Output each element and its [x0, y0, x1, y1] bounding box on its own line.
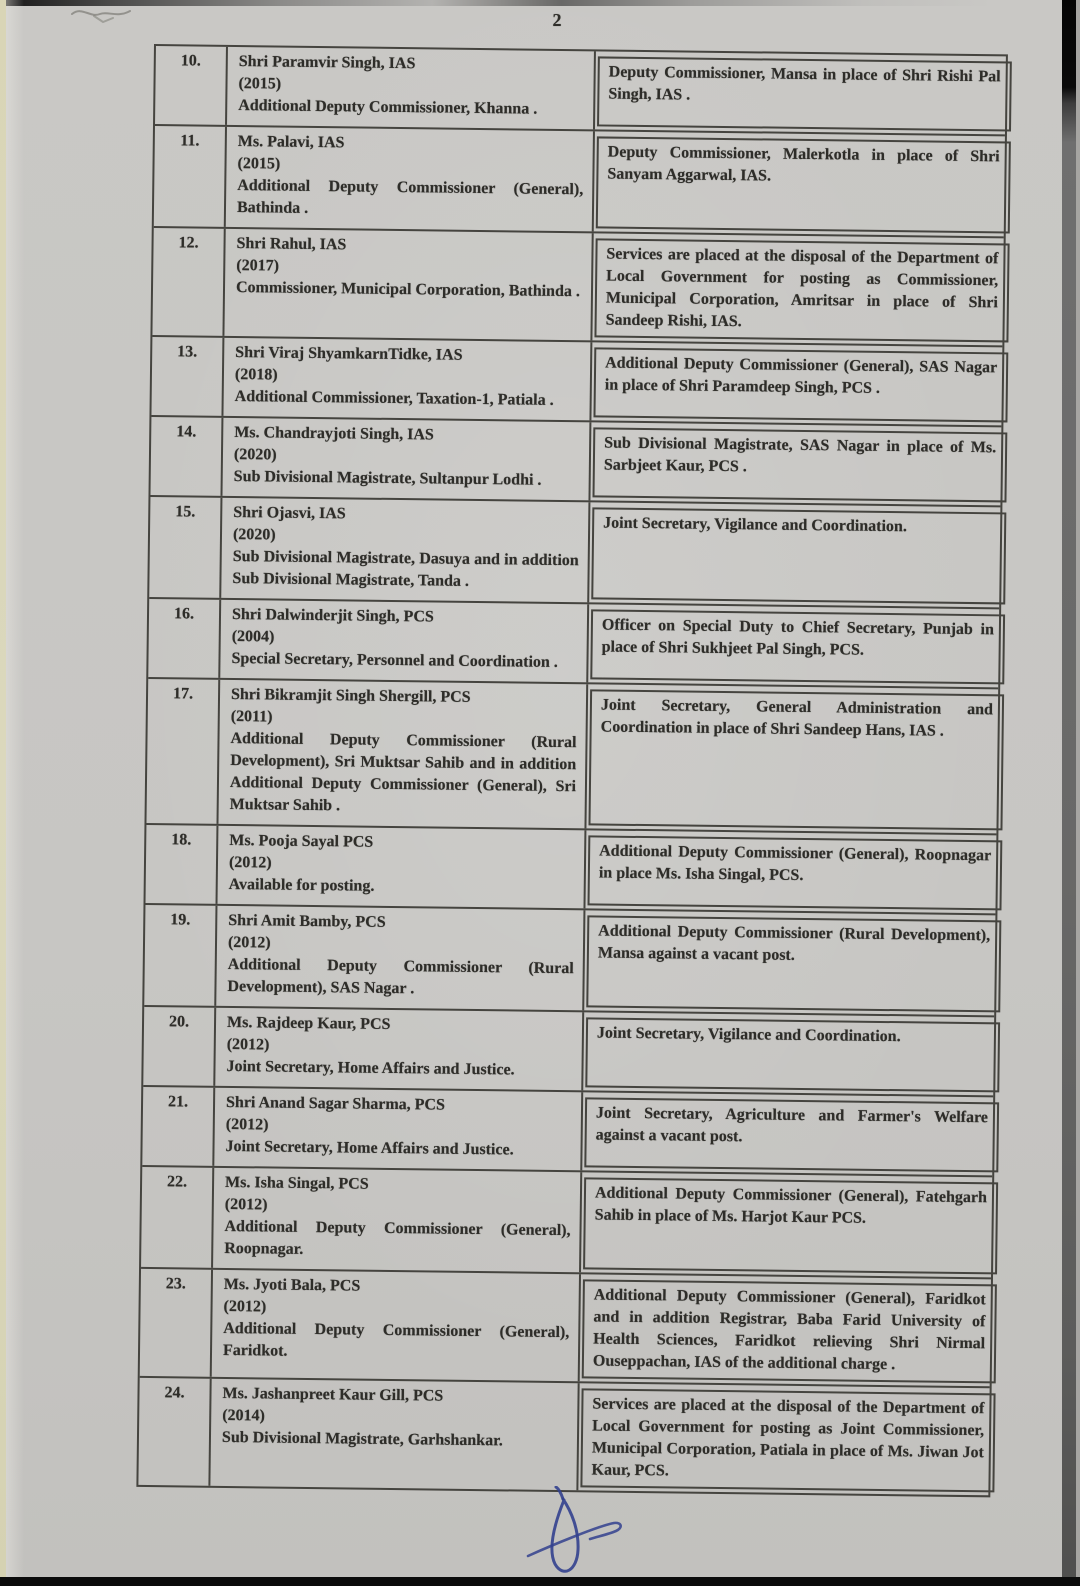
new-posting-cell: [581, 1172, 992, 1277]
serial-number: 24.: [138, 1378, 211, 1486]
officer-details-cell: [227, 47, 596, 129]
table-row: [143, 1007, 994, 1097]
officer-current-posting: Sub Divisional Magistrate, Garhshankar.: [221, 1428, 503, 1450]
officer-name: Shri Anand Sagar Sharma, PCS: [225, 1093, 446, 1114]
new-posting-cell: [589, 502, 1000, 607]
officer-name: Shri Bikramjit Singh Shergill, PCS: [230, 685, 471, 706]
officer-batch-year: (2014): [222, 1406, 266, 1425]
new-posting-text: Additional Deputy Commissioner (General), SAS Nagar in place of Shri Paramdeep Singh, PCS .: [593, 347, 1008, 422]
officer-details-cell: [214, 1088, 583, 1170]
new-posting-cell: [583, 1012, 994, 1095]
serial-number: 12.: [152, 228, 225, 336]
new-posting-cell: [585, 830, 996, 913]
officer-name: Ms. Jyoti Bala, PCS: [223, 1275, 361, 1295]
officer-current-posting: Additional Deputy Commissioner (Rural Development), SAS Nagar .: [227, 955, 574, 998]
new-posting-text: Deputy Commissioner, Malerkotla in place of Shri Sanyam Aggarwal, IAS.: [596, 136, 1011, 233]
serial-number: 17.: [146, 679, 220, 824]
table-row: [154, 126, 1005, 238]
officer-details-cell: [212, 1270, 581, 1381]
officer-current-posting: Sub Divisional Magistrate, Dasuya and in addition Sub Divisional Magistrate, Tanda .: [232, 548, 579, 590]
officer-name: Shri Rahul, IAS: [236, 235, 347, 254]
new-posting-cell: [590, 422, 1001, 505]
officer-current-posting: Joint Secretary, Home Affairs and Justice.: [225, 1137, 514, 1159]
serial-number: 21.: [142, 1087, 215, 1166]
officer-batch-year: (2012): [224, 1195, 268, 1214]
officer-name: Shri Paramvir Singh, IAS: [238, 53, 416, 73]
officer-current-posting: Additional Deputy Commissioner (General), Bathinda .: [236, 177, 584, 217]
officer-details-cell: [216, 906, 585, 1010]
table-row: [149, 497, 1000, 609]
officer-batch-year: (2004): [231, 627, 275, 646]
table-row: [150, 417, 1001, 507]
serial-number: 10.: [155, 46, 228, 125]
table-row: [146, 679, 998, 835]
new-posting-cell: [582, 1092, 993, 1175]
officer-batch-year: (2012): [228, 853, 272, 872]
serial-number: 16.: [148, 599, 221, 678]
serial-number: 18.: [146, 825, 219, 904]
officer-details-cell: [218, 826, 587, 908]
officer-current-posting: Additional Deputy Commissioner, Khanna .: [238, 97, 538, 118]
scan-left-edge-highlight: [6, 0, 24, 1586]
new-posting-cell: [584, 910, 995, 1015]
officer-batch-year: (2012): [225, 1115, 269, 1134]
serial-number: 23.: [140, 1269, 213, 1377]
officer-batch-year: (2012): [226, 1035, 270, 1054]
officer-details-cell: [210, 1379, 579, 1490]
officer-name: Shri Viraj ShyamkarnTidke, IAS: [235, 344, 463, 364]
serial-number: 11.: [154, 126, 227, 227]
new-posting-text: Joint Secretary, Vigilance and Coordination.: [591, 507, 1006, 604]
new-posting-cell: [578, 1383, 989, 1495]
officer-details-cell: [226, 127, 595, 231]
serial-number: 20.: [143, 1007, 216, 1086]
officer-batch-year: (2011): [230, 707, 273, 726]
new-posting-text: Joint Secretary, General Administration and Coordination in place of Shri Sandeep Hans, IAS .: [588, 689, 1004, 830]
officer-details-cell: [221, 498, 590, 602]
officer-current-posting: Special Secretary, Personnel and Coordination .: [231, 649, 558, 671]
table-row: [142, 1087, 993, 1177]
table-row: [145, 825, 996, 915]
officer-current-posting: Commissioner, Municipal Corporation, Bathinda .: [235, 279, 580, 301]
serial-number: 22.: [141, 1167, 214, 1268]
table-row: [151, 337, 1002, 427]
officer-batch-year: (2020): [233, 446, 277, 464]
officer-current-posting: Additional Commissioner, Taxation-1, Patiala .: [234, 388, 554, 409]
scan-right-shadow-artifact: [1062, 0, 1076, 1586]
officer-current-posting: Additional Deputy Commissioner (General), Faridkot.: [222, 1319, 570, 1360]
officer-details-cell: [224, 229, 593, 340]
officer-batch-year: (2020): [232, 526, 276, 544]
scan-right-edge-highlight: [1076, 0, 1080, 1586]
signature-mark-icon: [518, 1486, 648, 1586]
officer-details-cell: [213, 1168, 582, 1272]
officer-current-posting: Additional Deputy Commissioner (Rural Development), Sri Muktsar Sahib and in addition Additional Deputy Commissioner (General), Sri Muktsar Sahib .: [229, 729, 577, 815]
new-posting-cell: [580, 1274, 991, 1386]
table-row: [141, 1167, 992, 1279]
officer-name: Ms. Pooja Sayal PCS: [229, 831, 374, 851]
officer-name: Ms. Jashanpreet Kaur Gill, PCS: [222, 1384, 444, 1405]
officer-current-posting: Sub Divisional Magistrate, Sultanpur Lodhi .: [233, 468, 542, 489]
table-row: [138, 1378, 989, 1495]
officer-current-posting: Additional Deputy Commissioner (General), Roopnagar.: [224, 1217, 571, 1258]
table-row: [148, 599, 999, 689]
new-posting-cell: [595, 51, 1006, 134]
officer-details-cell: [220, 600, 589, 682]
new-posting-cell: [588, 604, 999, 687]
officer-details-cell: [223, 338, 592, 420]
new-posting-text: Services are placed at the disposal of the Department of Local Government for posting as Commissioner, Municipal Corporation, Amritsar in place of Shri Sandeep Rishi, IAS.: [594, 238, 1009, 342]
officer-batch-year: (2018): [234, 366, 278, 384]
officer-details-cell: [222, 418, 591, 500]
new-posting-cell: [592, 233, 1003, 345]
new-posting-text: Services are placed at the disposal of the Department of Local Government for posting as Joint Commissioner, Municipal Corporation, Patiala in place of Ms. Jiwan Jot Kaur, PCS.: [580, 1388, 995, 1492]
serial-number: 14.: [150, 417, 223, 496]
new-posting-text: Additional Deputy Commissioner (General), Faridkot and in addition Registrar, Baba Farid University of Health Sciences, Faridkot relieving Shri Nirmal Ouseppachan, IAS of the additional charge .: [582, 1279, 997, 1383]
new-posting-text: Deputy Commissioner, Mansa in place of Shri Rishi Pal Singh, IAS .: [597, 56, 1012, 131]
new-posting-text: Additional Deputy Commissioner (Rural Development), Mansa against a vacant post.: [586, 915, 1001, 1012]
officer-name: Ms. Palavi, IAS: [237, 133, 345, 152]
officer-details-cell: [215, 1008, 584, 1090]
officer-batch-year: (2017): [236, 257, 280, 275]
table-row: [152, 228, 1003, 347]
new-posting-text: Officer on Special Duty to Chief Secretary, Punjab in place of Shri Sukhjeet Pal Singh, PCS.: [590, 609, 1005, 684]
officer-name: Ms. Rajdeep Kaur, PCS: [226, 1013, 391, 1033]
table-row: [155, 46, 1006, 136]
officer-current-posting: Joint Secretary, Home Affairs and Justice.: [226, 1057, 515, 1079]
officer-batch-year: (2015): [238, 75, 282, 93]
serial-number: 13.: [151, 337, 224, 416]
new-posting-text: Joint Secretary, Agriculture and Farmer's Welfare against a vacant post.: [584, 1097, 999, 1172]
officer-batch-year: (2015): [237, 155, 281, 173]
serial-number: 15.: [149, 497, 222, 598]
new-posting-text: Additional Deputy Commissioner (General), Roopnagar in place Ms. Isha Singal, PCS.: [588, 835, 1003, 910]
postings-table-body: [138, 46, 1006, 1495]
new-posting-cell: [594, 131, 1005, 236]
table-row: [144, 905, 995, 1017]
officer-batch-year: (2012): [223, 1297, 267, 1316]
officer-name: Ms. Chandrayjoti Singh, IAS: [234, 424, 434, 444]
officer-current-posting: Available for posting.: [228, 875, 375, 895]
officer-details-cell: [218, 680, 588, 828]
officer-batch-year: (2012): [227, 933, 271, 952]
postings-table: [136, 44, 1008, 1497]
new-posting-text: Additional Deputy Commissioner (General), Fatehgarh Sahib in place of Ms. Harjot Kaur PCS.: [583, 1177, 998, 1274]
new-posting-cell: [591, 342, 1002, 425]
new-posting-text: Joint Secretary, Vigilance and Coordination.: [585, 1017, 1000, 1092]
new-posting-text: Sub Divisional Magistrate, SAS Nagar in place of Ms. Sarbjeet Kaur, PCS .: [592, 427, 1007, 502]
officer-name: Shri Dalwinderjit Singh, PCS: [231, 605, 434, 626]
table-row: [140, 1269, 991, 1388]
officer-name: Ms. Isha Singal, PCS: [224, 1173, 369, 1193]
new-posting-cell: [586, 684, 998, 833]
scan-top-edge-artifact: [0, 0, 1080, 6]
officer-name: Shri Amit Bamby, PCS: [228, 911, 386, 931]
page-number: 2: [552, 10, 562, 30]
officer-name: Shri Ojasvi, IAS: [233, 504, 346, 523]
serial-number: 19.: [144, 905, 217, 1006]
